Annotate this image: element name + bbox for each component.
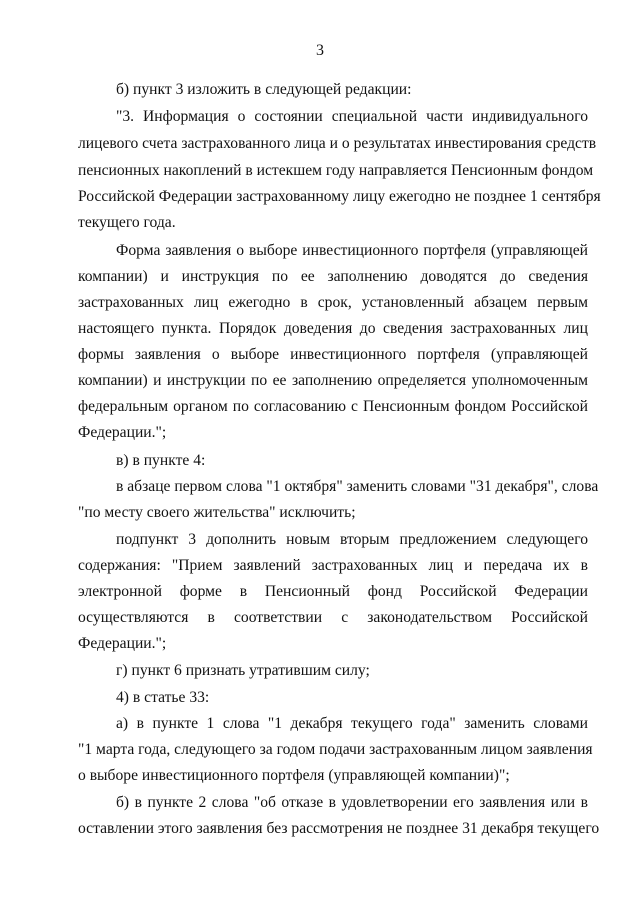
paragraph-line: Форма заявления о выборе инвестиционного портфеля (управляющей	[116, 242, 588, 259]
paragraph-line: застрахованных лиц ежегодно в срок, установленный абзацем первым	[78, 294, 588, 311]
paragraph-line: Российской Федерации застрахованному лицу ежегодно не позднее 1 сентября	[78, 188, 601, 205]
paragraph-line: оставлении этого заявления без рассмотрения не позднее 31 декабря текущего	[78, 820, 600, 837]
paragraph-line: федеральным органом по согласованию с Пенсионным фондом Российской	[78, 398, 588, 415]
paragraph-line: содержания: "Прием заявлений застрахованных лиц и передача их в	[78, 557, 588, 574]
paragraph-line: настоящего пункта. Порядок доведения до сведения застрахованных лиц	[78, 320, 588, 337]
paragraph-line: пенсионных накоплений в истекшем году направляется Пенсионным фондом	[78, 162, 594, 179]
paragraph-line: "1 марта года, следующего за годом подачи застрахованным лицом заявления	[78, 741, 593, 758]
paragraph-line: б) пункт 3 изложить в следующей редакции:	[116, 81, 412, 98]
page-number: 3	[316, 42, 324, 59]
paragraph-line: о выборе инвестиционного портфеля (управляющей компании)";	[78, 767, 510, 784]
paragraph-line: Федерации.";	[78, 635, 167, 652]
paragraph-line: в) в пункте 4:	[116, 452, 206, 469]
paragraph-line: электронной форме в Пенсионный фонд Российской Федерации	[78, 583, 588, 600]
paragraph-line: а) в пункте 1 слова "1 декабря текущего года" заменить словами	[116, 715, 588, 732]
paragraph-line: осуществляются в соответствии с законодательством Российской	[78, 609, 588, 626]
paragraph-line: в абзаце первом слова "1 октября" заменить словами "31 декабря", слова	[116, 478, 599, 495]
paragraph-line: подпункт 3 дополнить новым вторым предложением следующего	[116, 531, 588, 548]
paragraph-line: Федерации.";	[78, 424, 167, 441]
paragraph-line: лицевого счета застрахованного лица и о результатах инвестирования средств	[78, 135, 597, 152]
paragraph-line: 4) в статье 33:	[116, 689, 210, 706]
paragraph-line: компании) и инструкции по ее заполнению определяется уполномоченным	[78, 372, 588, 389]
paragraph-line: "по месту своего жительства" исключить;	[78, 504, 356, 521]
paragraph-line: "3. Информация о состоянии специальной части индивидуального	[116, 108, 588, 125]
paragraph-line: текущего года.	[78, 214, 176, 231]
paragraph-line: б) в пункте 2 слова "об отказе в удовлетворении его заявления или в	[116, 794, 588, 811]
paragraph-line: формы заявления о выборе инвестиционного портфеля (управляющей	[78, 346, 588, 363]
paragraph-line: г) пункт 6 признать утратившим силу;	[116, 662, 370, 679]
paragraph-line: компании) и инструкция по ее заполнению доводятся до сведения	[78, 268, 588, 285]
